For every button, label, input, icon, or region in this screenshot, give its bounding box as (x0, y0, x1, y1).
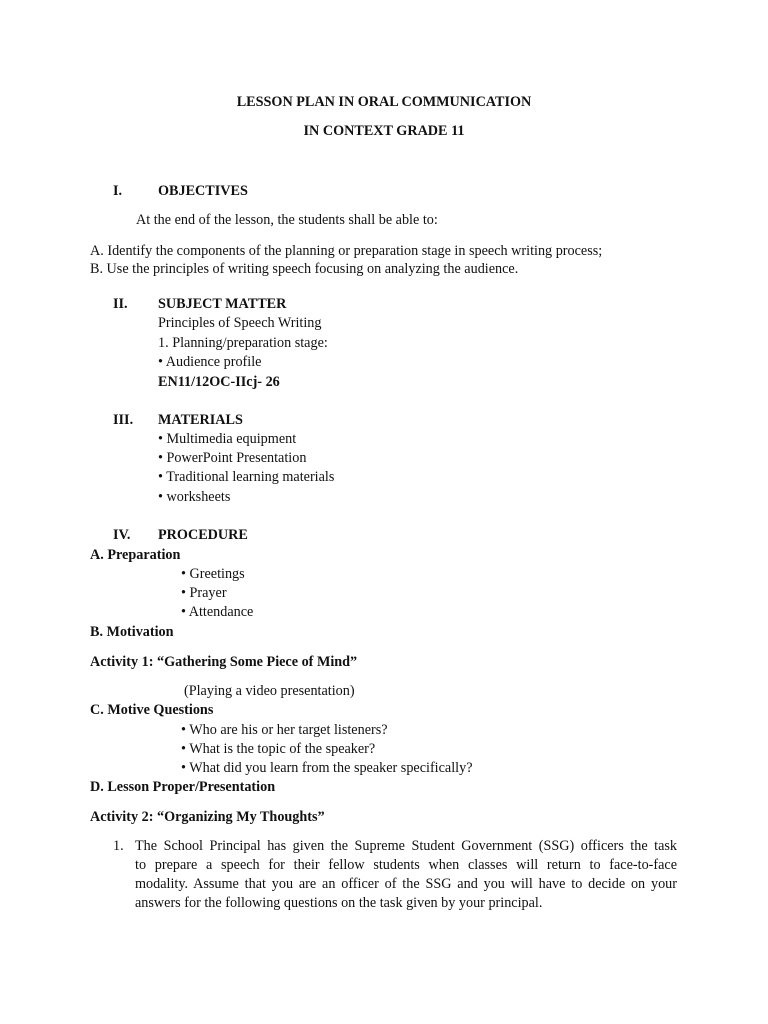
motive-question-item: • What is the topic of the speaker? (181, 741, 376, 757)
document-title: LESSON PLAN IN ORAL COMMUNICATION (236, 94, 532, 110)
preparation-item: • Greetings (181, 566, 245, 582)
subject-matter-line: 1. Planning/preparation stage: (158, 335, 328, 351)
section-heading-subject-matter: SUBJECT MATTER (158, 296, 287, 312)
activity-2-item-number: 1. (113, 838, 124, 854)
section-number-procedure: IV. (113, 527, 131, 543)
subsection-heading-motive-questions: C. Motive Questions (90, 702, 214, 718)
task-paragraph-line: modality. Assume that you are an officer of the SSG and you will have to decide on your (135, 876, 677, 892)
section-number-materials: III. (113, 412, 134, 428)
motive-question-item: • Who are his or her target listeners? (181, 722, 388, 738)
competency-code: EN11/12OC-IIcj- 26 (158, 374, 280, 390)
section-number-objectives: I. (113, 183, 123, 199)
activity-2-task-paragraph (135, 837, 677, 913)
motive-question-item: • What did you learn from the speaker specifically? (181, 760, 473, 776)
subject-matter-line: • Audience profile (158, 354, 262, 370)
preparation-item: • Attendance (181, 604, 254, 620)
activity-2-title: Activity 2: “Organizing My Thoughts” (90, 809, 325, 825)
task-paragraph-line: to prepare a speech for their fellow students when classes will return to face-to-face (135, 857, 677, 873)
section-heading-materials: MATERIALS (158, 412, 243, 428)
objectives-intro: At the end of the lesson, the students shall be able to: (136, 212, 438, 228)
material-item: • Traditional learning materials (158, 469, 335, 485)
section-heading-objectives: OBJECTIVES (158, 183, 248, 199)
subsection-heading-motivation: B. Motivation (90, 624, 174, 640)
subsection-heading-lesson-proper: D. Lesson Proper/Presentation (90, 779, 276, 795)
subsection-heading-preparation: A. Preparation (90, 547, 181, 563)
subject-matter-line: Principles of Speech Writing (158, 315, 322, 331)
activity-1-note: (Playing a video presentation) (184, 683, 355, 699)
section-number-subject-matter: II. (113, 296, 128, 312)
material-item: • worksheets (158, 489, 231, 505)
section-heading-procedure: PROCEDURE (158, 527, 248, 543)
task-paragraph-line: The School Principal has given the Supreme Student Government (SSG) officers the task (135, 838, 677, 854)
document-subtitle: IN CONTEXT GRADE 11 (303, 123, 465, 139)
activity-1-title: Activity 1: “Gathering Some Piece of Mind” (90, 654, 358, 670)
objective-item: B. Use the principles of writing speech focusing on analyzing the audience. (90, 261, 519, 277)
preparation-item: • Prayer (181, 585, 227, 601)
material-item: • PowerPoint Presentation (158, 450, 307, 466)
task-paragraph-line: answers for the following questions on the task given by your principal. (135, 895, 543, 911)
objective-item: A. Identify the components of the planning or preparation stage in speech writing process; (90, 243, 603, 259)
material-item: • Multimedia equipment (158, 431, 297, 447)
